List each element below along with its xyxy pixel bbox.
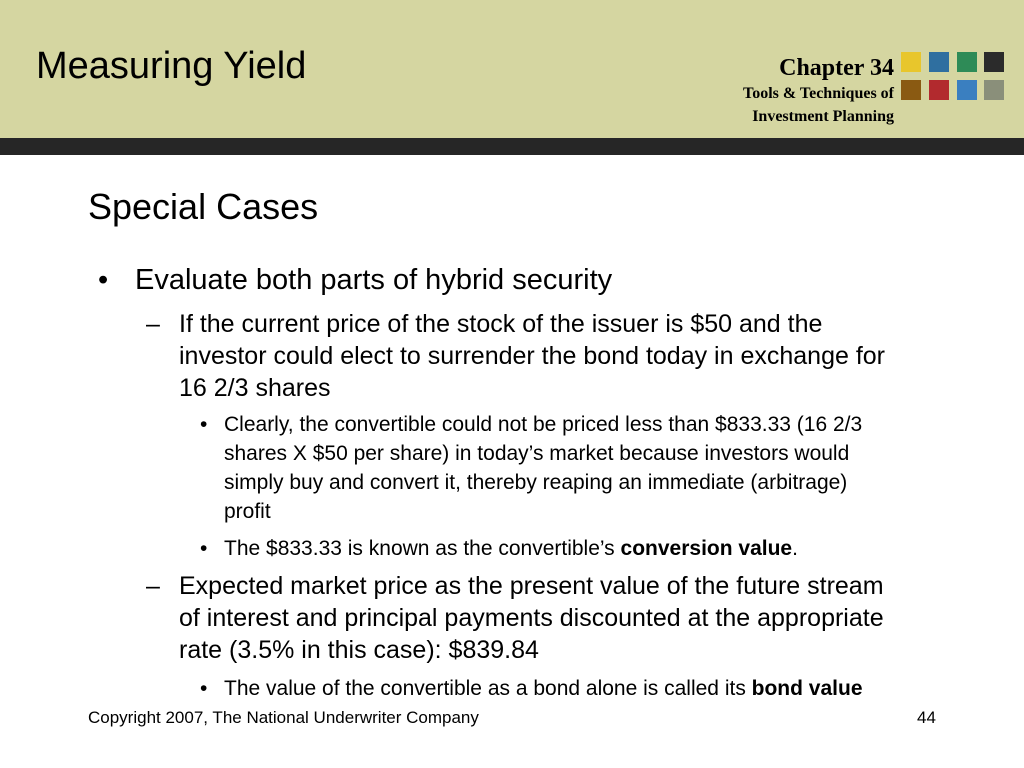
term-bond-value: bond value [751, 677, 863, 700]
bullet-level3 [200, 410, 1010, 530]
bullet-text-line: 16 2/3 shares [179, 374, 331, 402]
logo-square [901, 80, 921, 100]
dash-marker: – [146, 310, 160, 338]
slide-title: Measuring Yield [36, 45, 307, 87]
bullet-text-line: Clearly, the convertible could not be priced less than $833.33 (16 2/3 [224, 413, 863, 436]
bullet-level1 [98, 262, 998, 302]
bullet-marker: • [98, 264, 109, 296]
bullet-text [224, 534, 798, 563]
logo-square [957, 80, 977, 100]
bullet-text-line: of interest and principal payments discounted at the appropriate [179, 604, 884, 632]
bullet-text-line: If the current price of the stock of the issuer is $50 and the [179, 310, 823, 338]
chapter-number: Chapter 34 [779, 55, 894, 81]
bullet-text-suffix: . [792, 537, 798, 560]
bullet-text [224, 674, 863, 703]
bullet-text-line: rate (3.5% in this case): $839.84 [179, 636, 539, 664]
bullet-text-prefix: The value of the convertible as a bond alone is called its [224, 677, 752, 700]
chapter-label [743, 54, 894, 128]
logo-square [984, 52, 1004, 72]
term-conversion-value: conversion value [620, 537, 793, 560]
bullet-text-line: profit [224, 500, 271, 523]
bullet-text-prefix: The $833.33 is known as the convertible’s [224, 537, 621, 560]
bullet-marker: • [200, 677, 208, 700]
logo-square [929, 80, 949, 100]
bullet-level2 [146, 308, 1006, 408]
bullet-text-line: investor could elect to surrender the bond today in exchange for [179, 342, 885, 370]
bullet-level3 [200, 674, 1010, 704]
logo-square [984, 80, 1004, 100]
bullet-marker: • [200, 537, 208, 560]
page-number: 44 [917, 708, 936, 727]
bullet-text: Evaluate both parts of hybrid security [135, 264, 613, 296]
bullet-marker: • [200, 413, 208, 436]
footer-copyright: Copyright 2007, The National Underwriter Company [88, 708, 479, 727]
bullet-text-line: Expected market price as the present value of the future stream [179, 572, 884, 600]
logo-square [957, 52, 977, 72]
bullet-level2 [146, 570, 1006, 670]
logo-square [901, 52, 921, 72]
chapter-subtitle-line1: Tools & Techniques of [742, 85, 894, 102]
bullet-text-line: simply buy and convert it, thereby reaping an immediate (arbitrage) [224, 471, 848, 494]
logo-square [929, 52, 949, 72]
bullet-text-line: shares X $50 per share) in today’s market because investors would [224, 442, 850, 465]
dash-marker: – [146, 572, 160, 600]
header-divider [0, 138, 1024, 155]
bullet-level3 [200, 534, 1010, 564]
chapter-subtitle-line2: Investment Planning [752, 108, 894, 125]
section-heading: Special Cases [88, 186, 319, 227]
